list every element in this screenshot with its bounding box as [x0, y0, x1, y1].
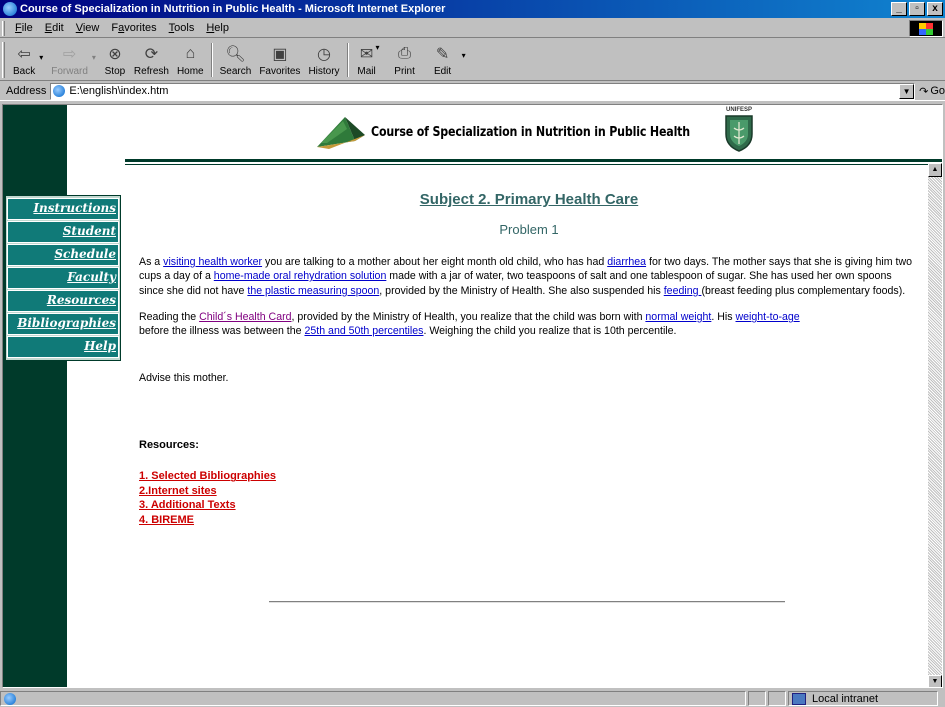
p1-text-6: (breast feeding plus complementary foods).: [701, 284, 906, 297]
history-button[interactable]: [304, 39, 343, 79]
p2-text-1: Reading the: [139, 310, 200, 323]
menu-favorites-accel: a: [118, 22, 125, 34]
p2-text-3: . His: [711, 310, 736, 323]
left-sidebar-band: [3, 105, 67, 688]
nav-help[interactable]: Help: [7, 336, 119, 358]
p2-text-4: before the illness was between the: [139, 325, 305, 338]
search-icon: 🔍︎: [225, 46, 246, 63]
favorites-button[interactable]: [255, 39, 304, 79]
link-childs-health-card[interactable]: Child´s Health Card: [199, 310, 292, 323]
home-button[interactable]: [173, 39, 208, 79]
mail-label: Mail: [357, 66, 376, 77]
link-diarrhea[interactable]: diarrhea: [607, 256, 647, 268]
back-button[interactable]: [9, 39, 44, 79]
nav-faculty[interactable]: Faculty: [7, 267, 119, 289]
toolbar-separator: [211, 43, 213, 77]
edit-label: Edit: [433, 66, 452, 77]
forward-arrow-icon: ⇨: [62, 46, 77, 63]
intranet-icon: [792, 693, 806, 705]
menu-file[interactable]: [9, 22, 39, 34]
advise-text: Advise this mother.: [139, 372, 229, 385]
p1-text-1: As a: [139, 256, 164, 268]
problem-paragraph-2: [139, 310, 919, 339]
forward-label: Forward: [51, 66, 88, 77]
resource-selected-bibliographies[interactable]: 1. Selected Bibliographies: [139, 470, 276, 483]
unifesp-shield-icon: [724, 114, 754, 152]
nav-menu: [5, 195, 121, 361]
p1-text-3: for two days. The mother says that she is giving him two cups a day of a: [139, 256, 913, 283]
zone-label: Local intranet: [812, 692, 879, 705]
page-icon: [53, 85, 65, 97]
problem-paragraph-1: [139, 255, 919, 298]
favorites-folder-icon: ▣: [272, 46, 288, 63]
menu-edit[interactable]: [39, 22, 70, 34]
status-pane-1: [748, 691, 766, 706]
mail-button[interactable]: [352, 39, 382, 79]
go-button[interactable]: [919, 85, 945, 98]
minimize-button[interactable]: _: [891, 2, 907, 16]
address-value[interactable]: E:\english\index.htm: [69, 85, 169, 97]
history-label: History: [308, 66, 340, 77]
link-normal-weight[interactable]: normal weight: [645, 310, 712, 323]
back-arrow-icon: ⇦: [17, 46, 31, 63]
page-status-icon: [4, 693, 16, 705]
menu-file-label: ile: [21, 22, 33, 34]
go-arrow-icon: ↷: [919, 85, 929, 98]
favorites-label: Favorites: [259, 66, 301, 77]
ie-icon[interactable]: [3, 2, 17, 16]
menu-bar: [0, 19, 945, 38]
menu-view-accel: V: [75, 22, 83, 34]
print-button[interactable]: [390, 39, 420, 79]
subject-heading[interactable]: Subject 2. Primary Health Care: [419, 191, 639, 208]
p1-text-5: , provided by the Ministry of Health. She also suspended his: [379, 284, 664, 297]
address-dropdown-icon[interactable]: ▼: [899, 84, 914, 99]
course-logo: [315, 113, 746, 151]
back-label: Back: [13, 66, 36, 77]
menu-favorites-label: vorites: [124, 22, 157, 34]
search-label: Search: [219, 66, 252, 77]
unifesp-label: UNIFESP: [725, 107, 752, 113]
back-dropdown-icon[interactable]: ▾: [39, 53, 44, 62]
menu-tools[interactable]: [163, 22, 201, 34]
resources-list: [139, 469, 919, 527]
close-button[interactable]: x: [927, 2, 943, 16]
course-title: Course of Specialization in Nutrition in Public Health: [371, 124, 691, 140]
address-bar: [0, 82, 945, 101]
print-label: Print: [394, 66, 415, 77]
nav-instructions[interactable]: Instructions: [7, 198, 119, 220]
link-feeding[interactable]: feeding: [663, 284, 702, 297]
resource-additional-texts[interactable]: 3. Additional Texts: [139, 499, 236, 512]
p1-text-4: made with a jar of water, two teaspoons of salt and one tablespoon of sugar. She has used her own spoons since she did not have: [139, 270, 892, 297]
menu-file-accel: F: [15, 22, 22, 34]
menu-favorites-pre: F: [111, 22, 119, 34]
p2-text-5: . Weighing the child you realize that is 10th percentile.: [423, 325, 677, 338]
vertical-scrollbar[interactable]: [928, 163, 942, 688]
nav-bibliographies[interactable]: Bibliographies: [7, 313, 119, 335]
windows-logo-icon: [919, 23, 933, 35]
resource-internet-sites[interactable]: 2.Internet sites: [139, 484, 217, 497]
menu-edit-accel: E: [44, 22, 53, 34]
menu-help-accel: H: [206, 22, 215, 34]
link-visiting-health-worker[interactable]: visiting health worker: [163, 256, 263, 268]
nav-student[interactable]: Student: [7, 221, 119, 243]
edit-icon: ✎: [435, 46, 450, 63]
forward-dropdown-icon[interactable]: ▾: [91, 53, 96, 62]
edit-button[interactable]: [428, 39, 458, 79]
status-pane-2: [768, 691, 786, 706]
link-oral-rehydration[interactable]: home-made oral rehydration solution: [213, 270, 387, 283]
title-bar: [0, 0, 945, 18]
window-controls: [891, 2, 943, 16]
security-zone-pane: [788, 691, 938, 706]
search-button[interactable]: [216, 39, 256, 79]
menu-grip[interactable]: [2, 21, 5, 36]
toolbar-grip[interactable]: [2, 42, 5, 78]
menu-tools-label: ools: [174, 22, 195, 34]
p2-text-2: , provided by the Ministry of Health, you realize that the child was born with: [291, 310, 646, 323]
page-viewport: [2, 104, 943, 688]
refresh-label: Refresh: [133, 66, 169, 77]
mail-icon: ✉: [359, 46, 374, 63]
unifesp-seal: [721, 107, 757, 155]
stop-icon: ⊗: [108, 46, 122, 63]
menu-view-label: iew: [82, 22, 100, 34]
standard-toolbar: [0, 39, 945, 81]
nav-schedule[interactable]: Schedule: [7, 244, 119, 266]
refresh-button[interactable]: [130, 39, 173, 79]
link-measuring-spoon[interactable]: the plastic measuring spoon: [247, 284, 380, 297]
status-bar: [0, 690, 945, 707]
toolbar-more-icon[interactable]: ▾: [461, 51, 466, 60]
toolbar-separator-2: [347, 43, 349, 77]
windows-logo-throbber: [909, 20, 943, 37]
home-label: Home: [176, 66, 204, 77]
header-divider-thin: [125, 164, 943, 165]
history-icon: ◷: [317, 46, 331, 63]
forward-button[interactable]: [47, 39, 96, 79]
menu-edit-label: dit: [52, 22, 64, 34]
window-title: Course of Specialization in Nutrition in Public Health - Microsoft Internet Explorer: [20, 3, 446, 15]
menu-tools-accel: T: [168, 22, 175, 34]
go-label: Go: [930, 85, 945, 97]
home-icon: ⌂: [185, 45, 196, 62]
menu-help[interactable]: [200, 22, 235, 34]
link-percentiles[interactable]: 25th and 50th percentiles: [304, 325, 424, 338]
printer-icon: ⎙: [398, 45, 411, 62]
main-content: [139, 191, 919, 527]
refresh-icon: ⟳: [144, 46, 159, 63]
scroll-up-icon[interactable]: ▲: [928, 163, 942, 177]
header-divider: [125, 159, 943, 162]
status-main-pane: [0, 691, 746, 706]
address-label: Address: [6, 85, 47, 97]
menu-favorites[interactable]: [105, 22, 162, 34]
link-weight-to-age[interactable]: weight-to-age: [735, 310, 800, 323]
scroll-down-icon[interactable]: ▼: [928, 675, 942, 688]
resources-heading: Resources:: [139, 439, 199, 452]
restore-button[interactable]: ▫: [909, 2, 925, 16]
page-header: [67, 105, 943, 173]
menu-view[interactable]: [70, 22, 106, 34]
problem-heading: Problem 1: [499, 222, 559, 237]
stop-button[interactable]: [100, 39, 130, 79]
resource-bireme[interactable]: 4. BIREME: [139, 513, 195, 526]
p1-text-2: you are talking to a mother about her eight month old child, who has had: [262, 256, 608, 268]
nav-resources[interactable]: Resources: [7, 290, 119, 312]
stop-label: Stop: [104, 66, 126, 77]
content-divider: [269, 601, 785, 603]
address-input[interactable]: [50, 83, 915, 100]
pyramid-logo-icon: [315, 113, 367, 151]
menu-help-label: elp: [214, 22, 229, 34]
mail-dropdown-icon[interactable]: ▾: [375, 43, 380, 52]
